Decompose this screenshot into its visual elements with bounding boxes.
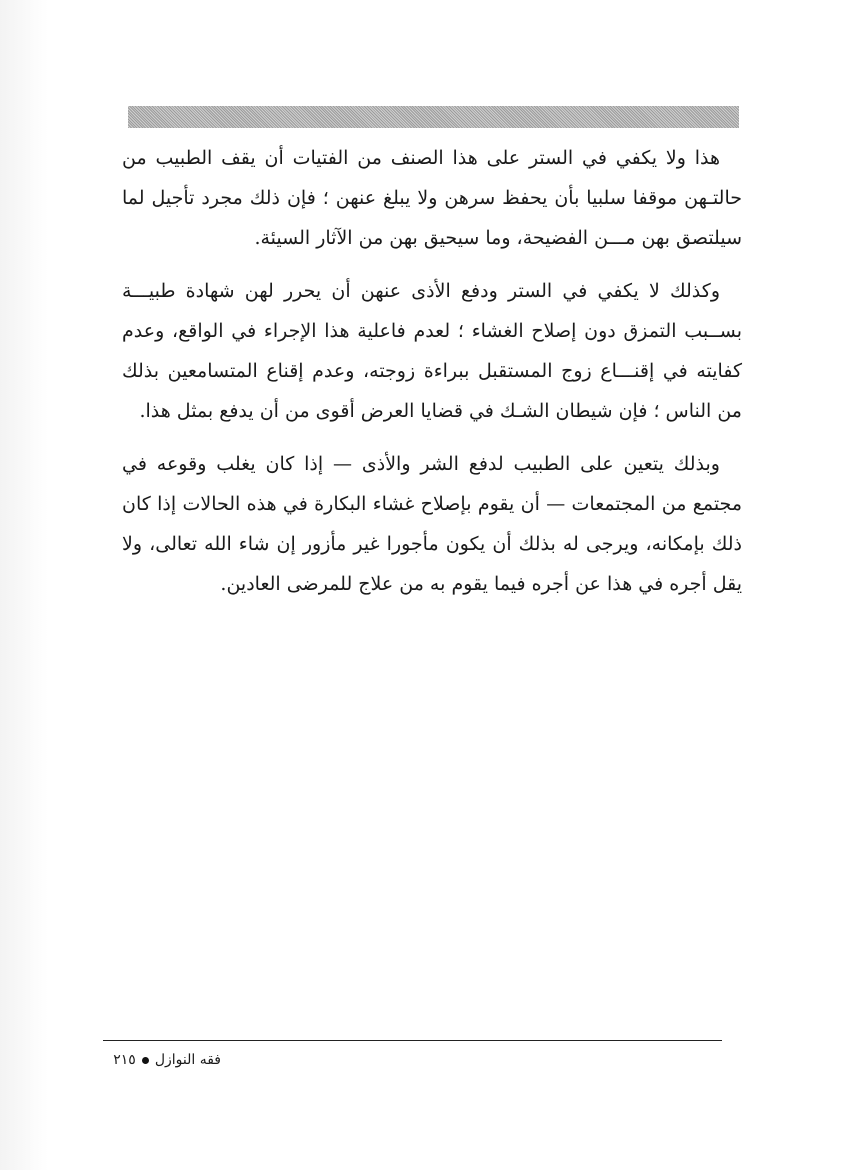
header-pattern-bar	[128, 106, 739, 128]
page-edge-shadow	[0, 0, 48, 1170]
page-footer	[103, 1046, 221, 1074]
bullet-icon	[142, 1057, 149, 1064]
paragraph-3: وبذلك يتعين على الطبيب لدفع الشر والأذى — إذا كان يغلب وقوعه في مجتمع من المجتمعات — أن يقوم بإصلاح غشاء البكارة في هذه الحالات إذا كان ذلك بإمكانه، ويرجى له بذلك أن يكون مأجورا غير مأزور إن شاء الله تعالى، ولا يقل أجره في هذا عن أجره فيما يقوم به من علاج للمرضى العادين.	[122, 453, 742, 595]
paragraph-1: هذا ولا يكفي في الستر على هذا الصنف من الفتيات أن يقف الطبيب من حالتـهن موقفا سلبيا بأن يحفظ سرهن ولا يبلغ عنهن ؛ فإن ذلك مجرد تأجيل لما سيلتصق بهن مـــن الفضيحة، وما سيحيق بهن من الآثار السيئة.	[122, 147, 742, 249]
footer-book-title: فقه النوازل	[154, 1052, 221, 1068]
body-text	[122, 138, 742, 617]
page-number: ٢١٥	[113, 1052, 136, 1068]
paragraph-2: وكذلك لا يكفي في الستر ودفع الأذى عنهن أن يحرر لهن شهادة طبيـــة بســبب التمزق دون إصلاح الغشاء ؛ لعدم فاعلية هذا الإجراء في الواقع، وعدم كفايته في إقنـــاع زوج المستقبل ببراءة زوجته، وعدم إقناع المتسامعين بذلك من الناس ؛ فإن شيطان الشـك في قضايا العرض أقوى من أن يدفع بمثل هذا.	[122, 280, 742, 422]
footer-rule	[103, 1040, 722, 1041]
